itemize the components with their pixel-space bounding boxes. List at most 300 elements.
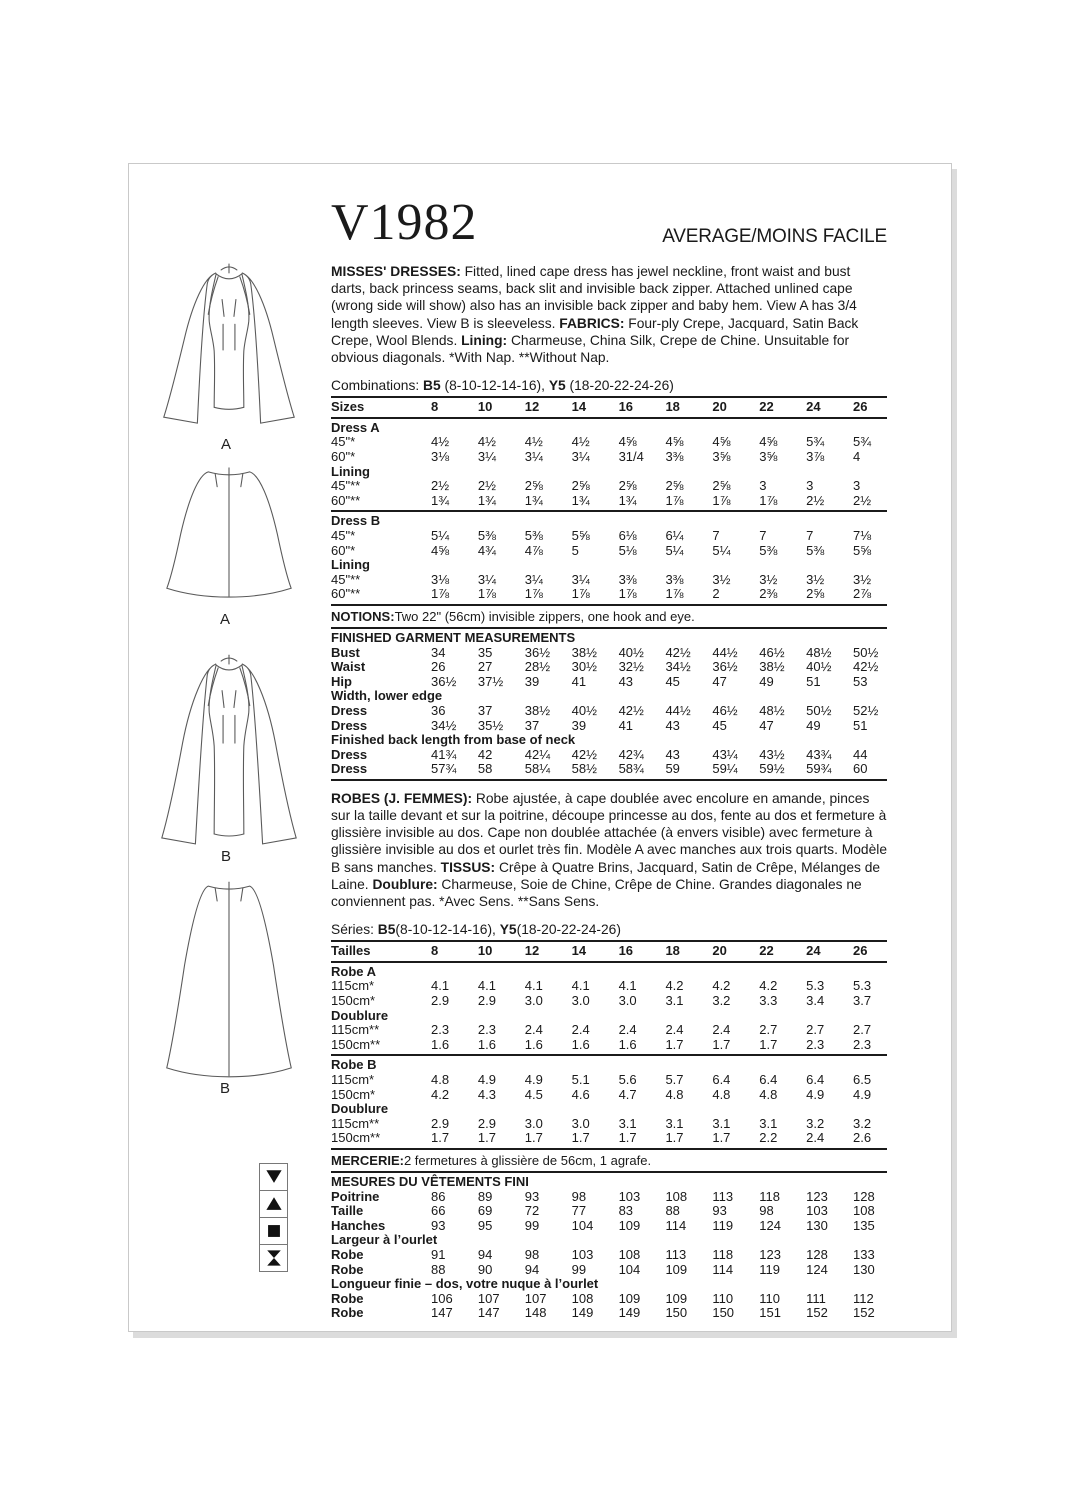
table-cell: 50½ (806, 702, 832, 718)
table-data-row (331, 1131, 900, 1146)
table-cell: 108 (665, 1188, 688, 1204)
table-cell: 2⅞ (853, 586, 872, 602)
table-cell: 36½ (524, 644, 551, 660)
table-cell: 22 (759, 399, 774, 415)
table-cell: 124 (806, 1261, 828, 1277)
table-cell: 113 (665, 1246, 687, 1262)
row-label: 45"* (331, 527, 356, 543)
row-label: 115cm** (331, 1022, 380, 1038)
view-b-front-drawing (145, 652, 313, 850)
table-cell: 3 (853, 478, 861, 494)
table-cell: 148 (524, 1305, 547, 1321)
row-label: Dress (331, 702, 368, 718)
table-cell: 2.9 (477, 993, 496, 1009)
table-data-row (331, 573, 900, 588)
table-cell: 123 (759, 1246, 781, 1262)
table-section-row (331, 421, 900, 436)
table-data-row (331, 1219, 900, 1234)
table-cell: 5 (571, 542, 579, 558)
table-data-row (331, 1073, 900, 1088)
table-cell: 99 (524, 1217, 540, 1233)
table-cell: 41 (618, 717, 634, 733)
table-cell: 3⅛ (431, 571, 450, 587)
table-cell: 2.7 (759, 1022, 778, 1038)
table-cell: 12 (524, 943, 540, 959)
table-cell: 59½ (759, 761, 785, 777)
table-cell: 109 (618, 1217, 641, 1233)
table-section-row (331, 965, 900, 980)
table-cell: 38½ (759, 659, 785, 675)
table-cell: 4.6 (571, 1086, 590, 1102)
table-cell: 147 (477, 1305, 500, 1321)
table-data-row (331, 762, 900, 777)
table-cell: 118 (712, 1246, 734, 1262)
table-data-row (331, 544, 900, 559)
table-rule (331, 1148, 887, 1150)
table-cell: 99 (571, 1261, 587, 1277)
table-cell: 51 (853, 717, 868, 733)
table-cell: 5¼ (712, 542, 731, 558)
table-cell: 39 (524, 673, 540, 689)
table-cell: 36 (431, 702, 446, 718)
table-cell: 3.0 (571, 1115, 590, 1131)
table-cell: 3¼ (477, 449, 496, 464)
table-cell: 2.9 (431, 1115, 450, 1131)
table-cell: 128 (806, 1246, 828, 1262)
table-cell: 3¼ (477, 571, 496, 587)
table-cell: 3.0 (524, 993, 543, 1009)
table-cell: 150 (712, 1305, 735, 1321)
table-section-row (331, 558, 900, 573)
text-run: Combinations: (331, 378, 424, 394)
table-cell: 2⅝ (571, 478, 590, 494)
table-cell: 1.7 (431, 1130, 450, 1146)
table-data-row (331, 719, 900, 734)
table-cell: 3.0 (571, 993, 590, 1009)
table-cell: 59 (665, 761, 680, 777)
table-cell: 5.3 (806, 978, 825, 994)
table-cell: 151 (759, 1305, 781, 1321)
table-cell: 150 (665, 1305, 688, 1321)
table-cell: 2.3 (477, 1022, 496, 1038)
table-cell: 2.7 (806, 1022, 825, 1038)
row-label: Robe (331, 1246, 364, 1262)
description-french (331, 790, 887, 910)
row-label: Tailles (331, 943, 371, 959)
table-cell: 4.1 (618, 978, 637, 994)
view-a-front-label: A (220, 436, 231, 453)
table-data-row (331, 1263, 900, 1278)
table-cell: 130 (853, 1261, 875, 1277)
table-cell: 59¾ (806, 761, 832, 777)
table-cell: 3⅜ (665, 449, 684, 464)
text-run: (18-20-22-24-26) (565, 378, 674, 394)
table-cell: 6.4 (806, 1072, 825, 1088)
table-cell: 34½ (431, 717, 457, 733)
table-cell: 57¾ (431, 761, 457, 777)
table-cell: 27 (477, 659, 493, 675)
row-label: Hanches (331, 1217, 386, 1233)
table-cell: 109 (618, 1290, 641, 1306)
table-cell: 40½ (618, 644, 644, 660)
table-cell: 1⅞ (477, 586, 496, 602)
text-run: (18-20-22-24-26) (516, 922, 621, 938)
table-cell: 108 (618, 1246, 641, 1262)
table-cell: 1⅞ (759, 492, 778, 508)
table-cell: 1.7 (618, 1130, 637, 1146)
table-cell: 40½ (571, 702, 597, 718)
table-cell: 42¼ (524, 746, 551, 762)
table-cell: 45 (712, 717, 727, 733)
table-cell: 35½ (477, 717, 504, 733)
row-label: Robe (331, 1290, 364, 1306)
table-cell: 1.7 (665, 1036, 684, 1052)
table-cell: 24 (806, 399, 821, 415)
table-cell: 4⅝ (618, 434, 637, 450)
table-cell: 49 (806, 717, 821, 733)
table-cell: 4.5 (524, 1086, 543, 1102)
table-cell: 5¾ (806, 434, 825, 450)
row-label: Hip (331, 673, 352, 689)
table-cell: 3⅝ (759, 449, 778, 464)
table-cell: 43¾ (806, 746, 832, 762)
view-a-back-drawing (147, 462, 311, 604)
table-cell: 1.7 (712, 1130, 731, 1146)
table-cell: 2.4 (618, 1022, 637, 1038)
table-cell: 34½ (665, 659, 691, 675)
table-cell: 5⅛ (618, 542, 637, 558)
table-cell: 114 (665, 1217, 687, 1233)
table-cell: 42½ (665, 644, 691, 660)
section-label: Width, lower edge (331, 688, 443, 704)
table-cell: 18 (665, 943, 680, 959)
table-rule (331, 1054, 887, 1056)
row-label: 60"* (331, 542, 356, 558)
table-data-row (331, 529, 900, 544)
table-cell: 43½ (759, 746, 785, 762)
table-cell: 4⅝ (759, 434, 778, 450)
table-cell: 3½ (806, 571, 825, 587)
table-cell: 4.9 (477, 1072, 496, 1088)
section-label: Robe B (331, 1057, 377, 1073)
table-cell: 3.1 (618, 1115, 637, 1131)
note-text: 2 fermetures à glissière de 56cm, 1 agrafe. (403, 1153, 652, 1169)
table-cell: 93 (524, 1188, 540, 1204)
table-cell: 10 (477, 399, 493, 415)
table-cell: 4.1 (431, 978, 450, 994)
table-cell: 2.7 (853, 1022, 872, 1038)
table-cell: 1⅞ (665, 492, 684, 508)
table-cell: 2⅝ (806, 586, 825, 602)
table-header-row (331, 944, 900, 959)
table-cell: 18 (665, 399, 680, 415)
table-cell: 2.4 (665, 1022, 684, 1038)
table-cell: 4¾ (477, 542, 496, 558)
view-b-front-label: B (220, 848, 231, 865)
table-cell: 5⅜ (806, 542, 825, 558)
table-cell: 77 (571, 1203, 587, 1219)
table-cell: 43 (618, 673, 634, 689)
table-cell: 3⅜ (665, 571, 684, 587)
table-cell: 2.6 (853, 1130, 872, 1146)
table-cell: 83 (618, 1203, 634, 1219)
table-cell: 1¾ (431, 492, 450, 508)
table-cell: 4.9 (524, 1072, 543, 1088)
table-cell: 103 (806, 1203, 828, 1219)
text-run: TISSUS: (440, 859, 499, 875)
table-cell: 1.6 (431, 1036, 450, 1052)
table-data-row (331, 1306, 900, 1321)
table-cell: 1.6 (571, 1036, 590, 1052)
table-cell: 45 (665, 673, 680, 689)
table-cell: 28½ (524, 659, 551, 675)
table-cell: 104 (618, 1261, 641, 1277)
table-cell: 44½ (712, 644, 738, 660)
row-label: Poitrine (331, 1188, 380, 1204)
table-cell: 2½ (806, 492, 825, 508)
table-cell: 43 (665, 717, 680, 733)
text-run: MISSES' DRESSES: (331, 264, 465, 279)
table-cell: 89 (477, 1188, 493, 1204)
section-label: MESURES DU VÊTEMENTS FINI (331, 1174, 529, 1190)
table-cell: 4½ (477, 434, 496, 450)
table-cell: 98 (524, 1246, 540, 1262)
table-section-row (331, 1233, 900, 1248)
table-cell: 147 (431, 1305, 453, 1321)
table-cell: 20 (712, 399, 727, 415)
table-data-row (331, 450, 900, 465)
table-cell: 44½ (665, 702, 691, 718)
table-cell: 40½ (806, 659, 832, 675)
text-run: Y5 (548, 378, 566, 394)
table-cell: 107 (477, 1290, 500, 1306)
table-cell: 4.1 (571, 978, 590, 994)
table-cell: 16 (618, 943, 634, 959)
table-cell: 2.3 (431, 1022, 450, 1038)
table-cell: 106 (431, 1290, 453, 1306)
text-run: Y5 (499, 922, 517, 938)
table-cell: 2⅜ (759, 586, 778, 602)
table-cell: 4.1 (524, 978, 543, 994)
section-label: Lining (331, 463, 370, 479)
table-cell: 5.7 (665, 1072, 684, 1088)
table-data-row (331, 994, 900, 1009)
table-cell: 1.6 (524, 1036, 543, 1052)
table-cell: 1¾ (477, 492, 496, 508)
table-cell: 123 (806, 1188, 828, 1204)
table-section-row (331, 465, 900, 480)
table-cell: 58½ (571, 761, 597, 777)
table-cell: 42¾ (618, 746, 644, 762)
table-cell: 152 (806, 1305, 828, 1321)
table-cell: 58¾ (618, 761, 644, 777)
table-cell: 31/4 (618, 449, 644, 464)
table-cell: 37 (477, 702, 493, 718)
table-cell: 58¼ (524, 761, 551, 777)
difficulty-symbols (259, 1163, 288, 1272)
table-cell: 41 (571, 673, 587, 689)
table-cell: 50½ (853, 644, 879, 660)
table-cell: 6¼ (665, 527, 684, 543)
table-data-row (331, 979, 900, 994)
table-cell: 95 (477, 1217, 493, 1233)
table-cell: 3½ (712, 571, 731, 587)
text-run: Charmeuse, Soie de Chine, Crêpe de Chine. Grandes diagonales ne conviennent pas. *Avec Sens. **Sans Sens. (331, 876, 862, 910)
table-rule (331, 510, 887, 512)
table-section-row (331, 1009, 900, 1024)
table-header-row (331, 400, 900, 415)
description-english (331, 263, 887, 366)
table-cell: 38½ (524, 702, 551, 718)
section-label: Longueur finie – dos, votre nuque à l’ourlet (331, 1276, 599, 1292)
table-cell: 60 (853, 761, 868, 777)
table-cell: 5⅝ (571, 527, 590, 543)
text-run: FABRICS: (559, 315, 629, 331)
table-cell: 7⅛ (853, 527, 872, 543)
table-cell: 3.2 (712, 993, 731, 1009)
section-label: Dress B (331, 513, 381, 529)
table-cell: 7 (712, 527, 720, 543)
text-run: Lining: (461, 332, 511, 348)
table-cell: 4.7 (618, 1086, 637, 1102)
table-cell: 12 (524, 399, 540, 415)
table-cell: 3.2 (853, 1115, 872, 1131)
table-cell: 1.7 (665, 1130, 684, 1146)
table-rule (331, 1171, 887, 1173)
table-cell: 10 (477, 943, 493, 959)
table-cell: 53 (853, 673, 868, 689)
table-cell: 1.7 (477, 1130, 496, 1146)
table-cell: 1.7 (759, 1036, 778, 1052)
table-cell: 2.9 (431, 993, 450, 1009)
text-run: Crêpe à Quatre Brins, Jacquard, Satin de Crêpe, Mélanges de Laine. (331, 859, 881, 892)
table-cell: 4 (853, 449, 861, 464)
table-cell: 3.0 (618, 993, 637, 1009)
row-label: 45"** (331, 478, 361, 494)
table-cell: 98 (571, 1188, 587, 1204)
text-run: (8-10-12-14-16), (440, 378, 549, 394)
triangle-up-icon (259, 1191, 288, 1218)
row-label: Dress (331, 746, 368, 762)
table-cell: 43 (665, 746, 680, 762)
table-cell: 109 (665, 1290, 688, 1306)
table-cell: 2⅝ (524, 478, 543, 494)
table-cell: 3.1 (712, 1115, 731, 1131)
table-data-row (331, 660, 900, 675)
table-cell: 2.3 (853, 1036, 872, 1052)
table-cell: 149 (571, 1305, 594, 1321)
note-label: MERCERIE: (331, 1153, 404, 1169)
text-run: Charmeuse, China Silk, Crepe de Chine. Unsuitable for obvious diagonals. *With Nap. **Without Nap. (331, 332, 850, 366)
table-cell: 58 (477, 761, 493, 777)
table-cell: 46½ (712, 702, 738, 718)
table-data-row (331, 479, 900, 494)
table-cell: 6.4 (712, 1072, 731, 1088)
table-cell: 2⅝ (712, 478, 731, 494)
view-a-back-label: A (219, 611, 230, 628)
pattern-envelope-back (128, 163, 952, 1332)
table-cell: 4½ (571, 434, 590, 450)
table-cell: 4.8 (431, 1072, 450, 1088)
table-cell: 3.1 (665, 1115, 684, 1131)
table-data-row (331, 494, 900, 509)
table-cell: 3¼ (524, 571, 543, 587)
table-cell: 4½ (431, 434, 450, 450)
table-cell: 119 (759, 1261, 780, 1277)
table-data-row (331, 748, 900, 763)
table-cell: 124 (759, 1217, 781, 1233)
view-a-front-drawing (145, 261, 313, 435)
table-cell: 3 (806, 478, 814, 494)
triangle-down-icon (259, 1163, 288, 1191)
table-cell: 1.7 (571, 1130, 590, 1146)
row-label: 115cm** (331, 1115, 380, 1131)
table-data-row (331, 1088, 900, 1103)
table-cell: 4.8 (759, 1086, 778, 1102)
table-section-row (331, 1175, 900, 1190)
table-cell: 5¾ (853, 434, 872, 450)
table-cell: 37 (524, 717, 540, 733)
table-cell: 4⅝ (431, 542, 450, 558)
table-cell: 133 (853, 1246, 875, 1262)
row-label: 45"** (331, 571, 361, 587)
table-cell: 6.4 (759, 1072, 778, 1088)
table-rule (331, 961, 887, 963)
table-cell: 2½ (431, 478, 450, 494)
table-cell: 46½ (759, 644, 785, 660)
section-label: Doublure (331, 1007, 389, 1023)
table-cell: 43¼ (712, 746, 738, 762)
table-cell: 6.5 (853, 1072, 872, 1088)
table-cell: 36½ (431, 673, 457, 689)
table-cell: 7 (806, 527, 814, 543)
table-cell: 8 (431, 943, 439, 959)
table-cell: 4.2 (759, 978, 778, 994)
table-cell: 104 (571, 1217, 594, 1233)
table-data-row (331, 1117, 900, 1132)
hourglass-icon (259, 1245, 288, 1272)
table-cell: 90 (477, 1261, 493, 1277)
section-label: Doublure (331, 1101, 389, 1117)
table-cell: 3.0 (524, 1115, 543, 1131)
row-label: Taille (331, 1203, 364, 1219)
section-label: Robe A (331, 963, 377, 979)
table-cell: 5⅜ (524, 527, 543, 543)
table-cell: 130 (806, 1217, 828, 1233)
table-cell: 88 (431, 1261, 446, 1277)
table-cell: 3½ (759, 571, 778, 587)
table-cell: 26 (853, 399, 868, 415)
row-label: Dress (331, 761, 368, 777)
table-rule (331, 627, 887, 629)
text-run: Four-ply Crepe, Jacquard, Satin Back Crepe, Wool Blends. (331, 315, 859, 348)
table-cell: 86 (431, 1188, 446, 1204)
table-cell: 26 (853, 943, 868, 959)
table-cell: 5⅝ (853, 542, 872, 558)
table-cell: 94 (524, 1261, 540, 1277)
table-cell: 1.7 (524, 1130, 543, 1146)
view-b-back-drawing (147, 878, 311, 1080)
section-label: Lining (331, 557, 370, 573)
text-run: Séries: (331, 922, 378, 938)
table-cell: 3 (759, 478, 767, 494)
table-cell: 47 (712, 673, 727, 689)
table-cell: 48½ (806, 644, 832, 660)
table-cell: 1⅞ (712, 492, 731, 508)
table-cell: 2.4 (712, 1022, 731, 1038)
table-rule (331, 779, 887, 781)
main-text-column (331, 194, 903, 1330)
